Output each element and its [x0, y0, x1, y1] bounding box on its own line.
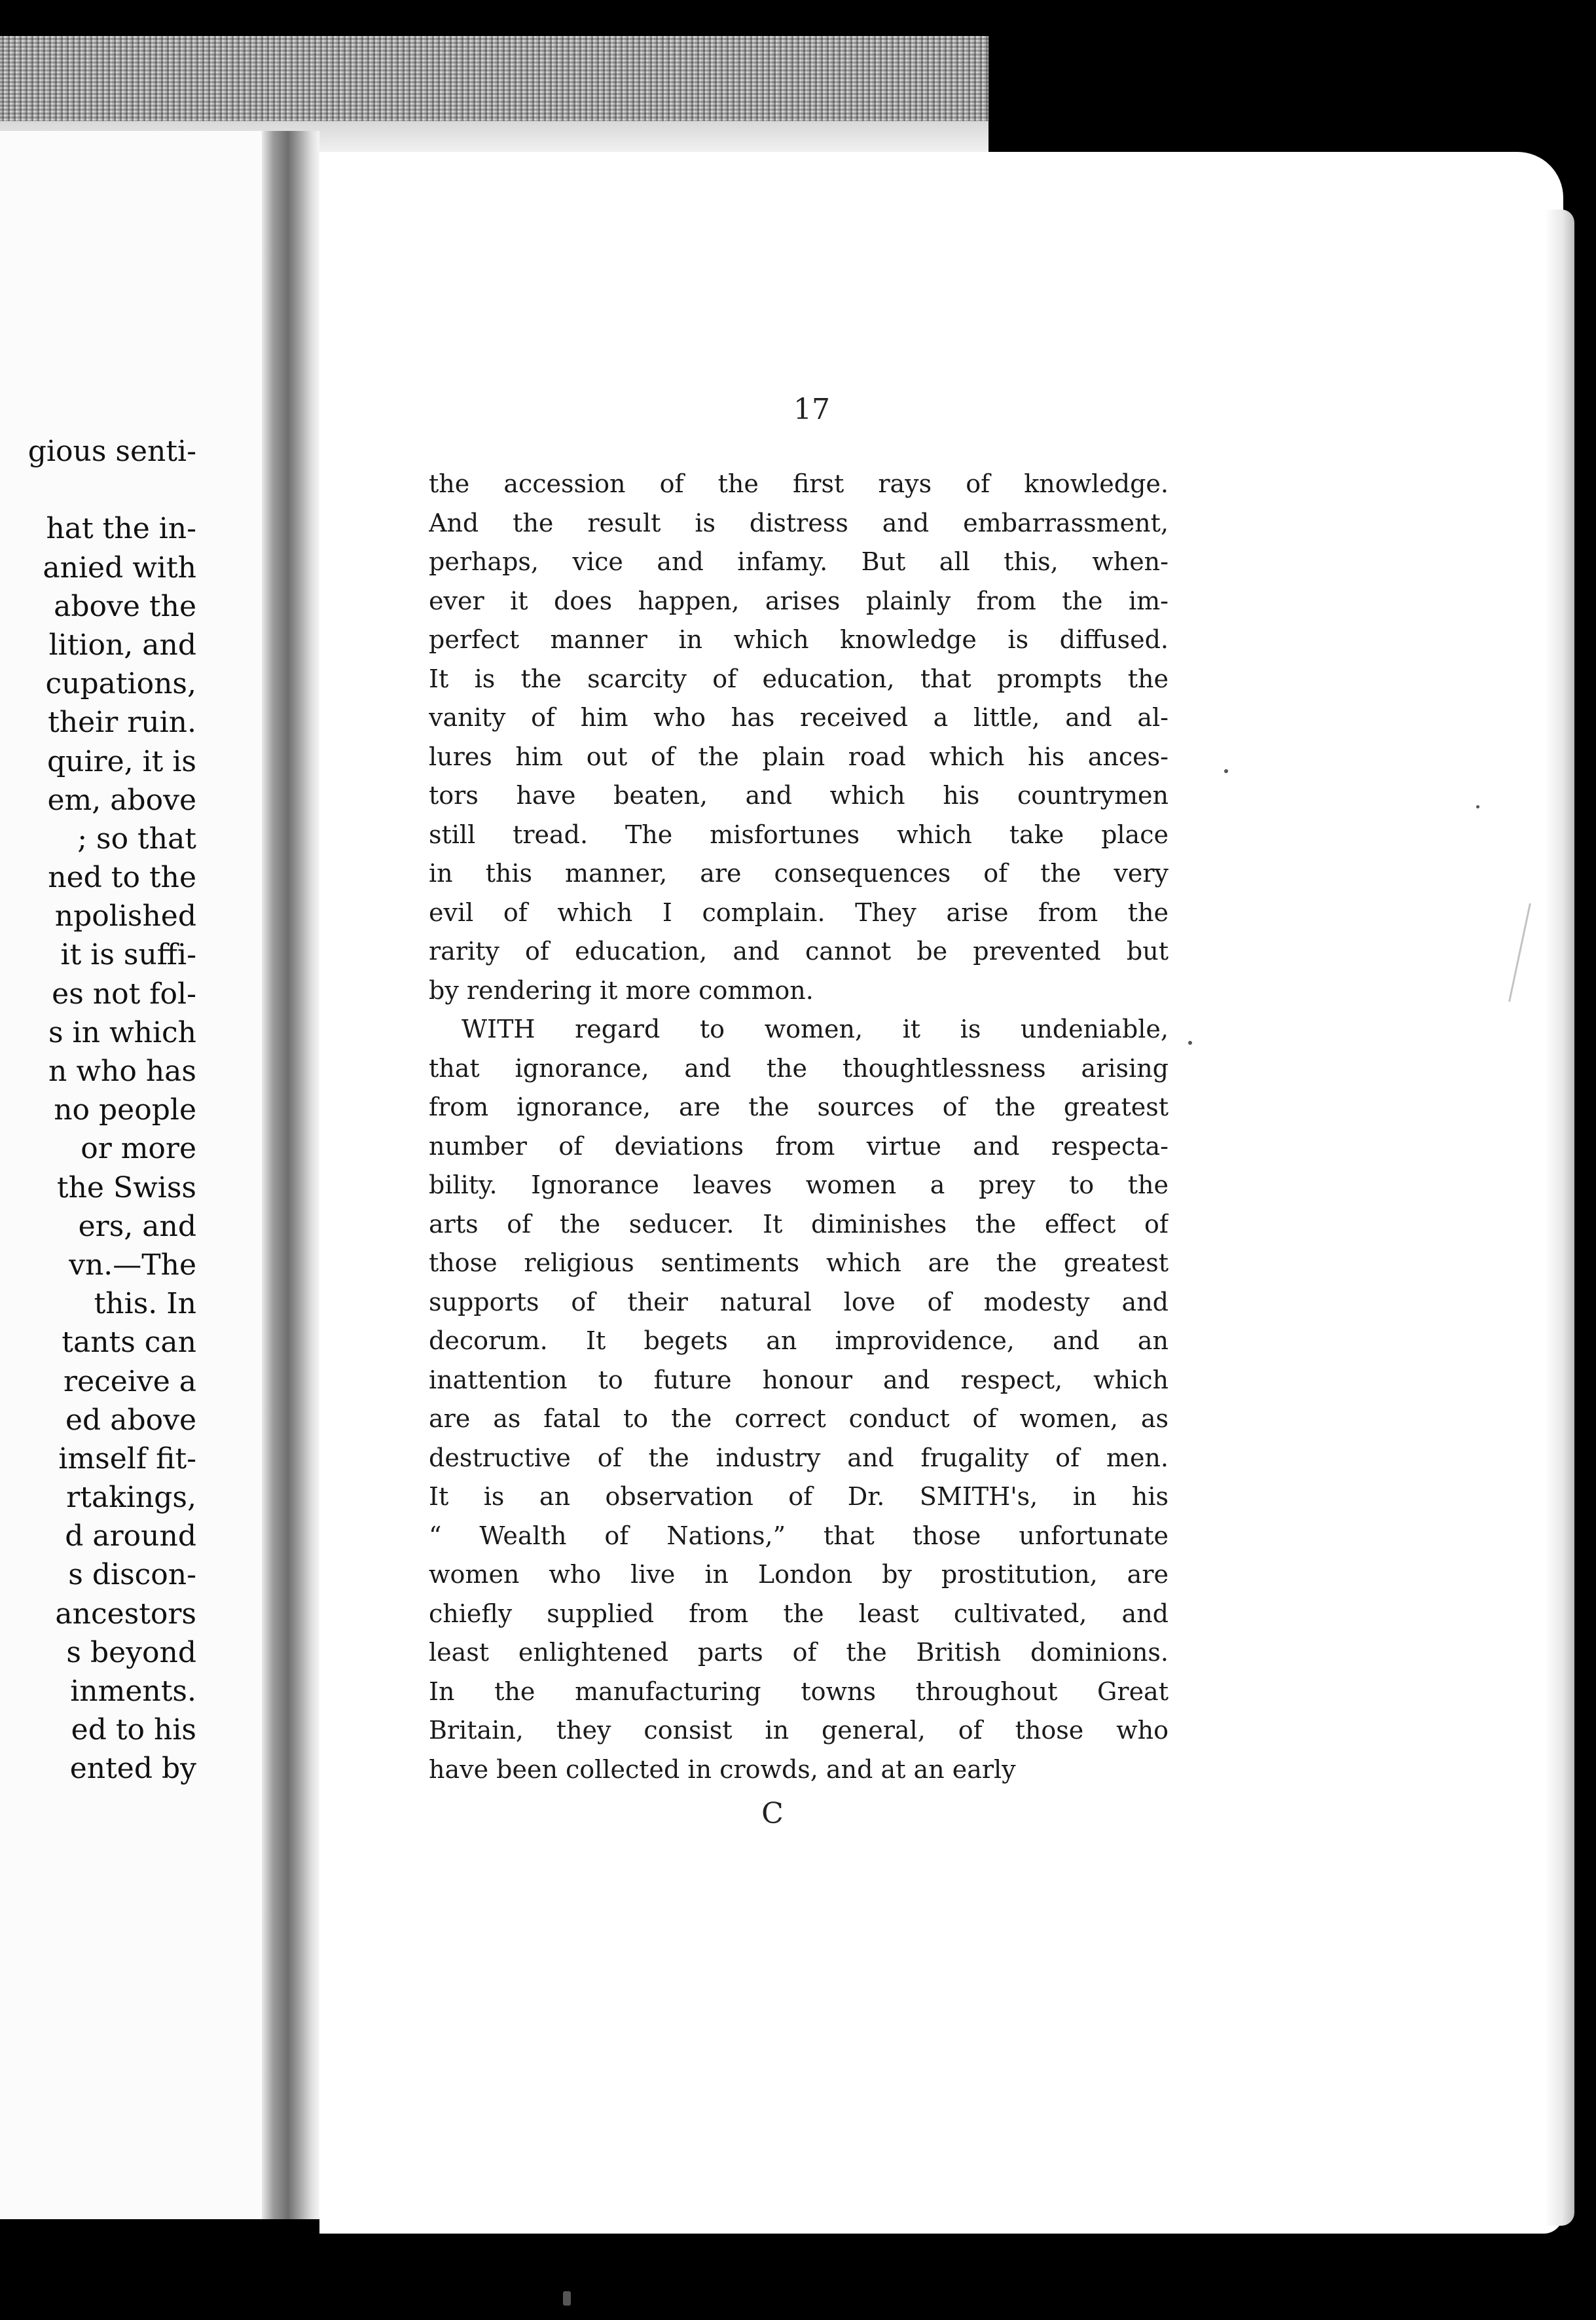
left-page-line: ented by — [69, 1752, 196, 1786]
left-page-line: or more — [81, 1132, 196, 1166]
signature-mark: C — [761, 1797, 784, 1830]
left-page-line: above the — [54, 589, 196, 623]
speck — [563, 2291, 571, 2306]
left-page-line: it is suffi- — [60, 938, 196, 972]
body-line: number of deviations from virtue and respecta- — [429, 1131, 1169, 1161]
body-line: ever it does happen, arises plainly from the im- — [429, 586, 1169, 615]
cloth-binding — [0, 36, 988, 134]
speck — [1476, 805, 1479, 808]
body-text — [429, 465, 1169, 1789]
left-page-line: s discon- — [68, 1558, 196, 1592]
body-line: supports of their natural love of modesty and — [429, 1287, 1169, 1316]
left-page-line: inments. — [70, 1675, 196, 1708]
body-line: are as fatal to the correct conduct of women, as — [429, 1404, 1169, 1433]
body-line: chiefly supplied from the least cultivated, and — [429, 1599, 1169, 1628]
left-page-line: quire, it is — [46, 744, 196, 778]
speck — [1188, 1041, 1192, 1045]
body-line: “ Wealth of Nations,” that those unfortunate — [429, 1521, 1169, 1550]
body-line: lures him out of the plain road which his ances- — [429, 742, 1169, 771]
body-line: perfect manner in which knowledge is diffused. — [429, 625, 1169, 654]
body-line: It is the scarcity of education, that prompts the — [429, 664, 1169, 693]
body-line: evil of which I complain. They arise from the — [429, 897, 1169, 927]
page-edge — [1545, 209, 1574, 2226]
body-line: rarity of education, and cannot be prevented but — [429, 937, 1169, 966]
body-line: tors have beaten, and which his countrymen — [429, 781, 1169, 810]
body-line: destructive of the industry and frugality of men. — [429, 1443, 1169, 1472]
body-line: least enlightened parts of the British dominions. — [429, 1638, 1169, 1667]
left-page-line: no people — [54, 1093, 196, 1127]
left-page-line: anied with — [43, 551, 196, 585]
left-page-line: em, above — [47, 783, 196, 817]
left-page-line: d around — [65, 1519, 196, 1553]
page-number: 17 — [793, 393, 830, 426]
left-page-line: s in which — [48, 1015, 196, 1049]
body-line: in this manner, are consequences of the very — [429, 859, 1169, 888]
body-line: that ignorance, and the thoughtlessness arising — [429, 1053, 1169, 1083]
left-page-line: ed to his — [71, 1713, 196, 1747]
left-page-line: ed above — [65, 1403, 196, 1437]
body-line: from ignorance, are the sources of the greatest — [429, 1093, 1169, 1121]
left-page-line: npolished — [54, 899, 196, 933]
left-page-line: their ruin. — [48, 706, 196, 740]
left-page-line: rtakings, — [66, 1481, 196, 1515]
left-page-line: n who has — [48, 1055, 196, 1088]
left-page-line: ers, and — [78, 1209, 196, 1243]
left-page-line: ancestors — [55, 1597, 196, 1631]
body-line: In the manufacturing towns throughout Great — [429, 1677, 1169, 1706]
speck — [1224, 769, 1228, 773]
body-line: by rendering it more common. — [429, 975, 814, 1005]
body-line: have been collected in crowds, and at an early — [429, 1754, 1016, 1784]
body-line: those religious sentiments which are the greatest — [429, 1248, 1169, 1277]
page-gutter — [262, 131, 319, 2219]
left-page-line: s beyond — [66, 1635, 196, 1669]
left-page-line: vn.—The — [69, 1248, 196, 1282]
left-page-line: this. In — [94, 1287, 196, 1321]
body-line: bility. Ignorance leaves women a prey to the — [429, 1170, 1169, 1199]
left-page-line: cupations, — [45, 667, 196, 701]
left-page-text — [0, 432, 196, 1788]
left-page-line: ; so that — [77, 822, 196, 856]
left-page-line: imself fit- — [58, 1441, 196, 1476]
left-page-line: es not fol- — [52, 977, 196, 1011]
body-line: And the result is distress and embarrassment, — [429, 508, 1169, 537]
left-page-line — [0, 471, 196, 509]
body-line: still tread. The misfortunes which take place — [429, 820, 1169, 849]
body-line: vanity of him who has received a little, and al- — [429, 703, 1169, 732]
body-line: It is an observation of Dr. SMITH's, in his — [429, 1482, 1169, 1511]
left-page-line: the Swiss — [56, 1170, 196, 1205]
body-line: inattention to future honour and respect, which — [429, 1365, 1169, 1394]
body-line: WITH regard to women, it is undeniable, — [462, 1015, 1169, 1043]
left-page-line: tants can — [62, 1326, 196, 1360]
left-page-line: ned to the — [48, 861, 196, 895]
body-line: women who live in London by prostitution, are — [429, 1560, 1169, 1589]
body-line: the accession of the first rays of knowledge. — [429, 469, 1169, 498]
body-line: perhaps, vice and infamy. But all this, when- — [429, 547, 1169, 576]
left-page-line: gious senti- — [27, 435, 196, 468]
body-line: arts of the seducer. It diminishes the effect of — [429, 1209, 1169, 1239]
left-page-line: lition, and — [48, 628, 196, 662]
body-line: decorum. It begets an improvidence, and an — [429, 1326, 1169, 1355]
left-page-line: receive a — [63, 1364, 196, 1398]
body-line: Britain, they consist in general, of those who — [429, 1716, 1169, 1745]
left-page-line: hat the in- — [46, 512, 196, 546]
